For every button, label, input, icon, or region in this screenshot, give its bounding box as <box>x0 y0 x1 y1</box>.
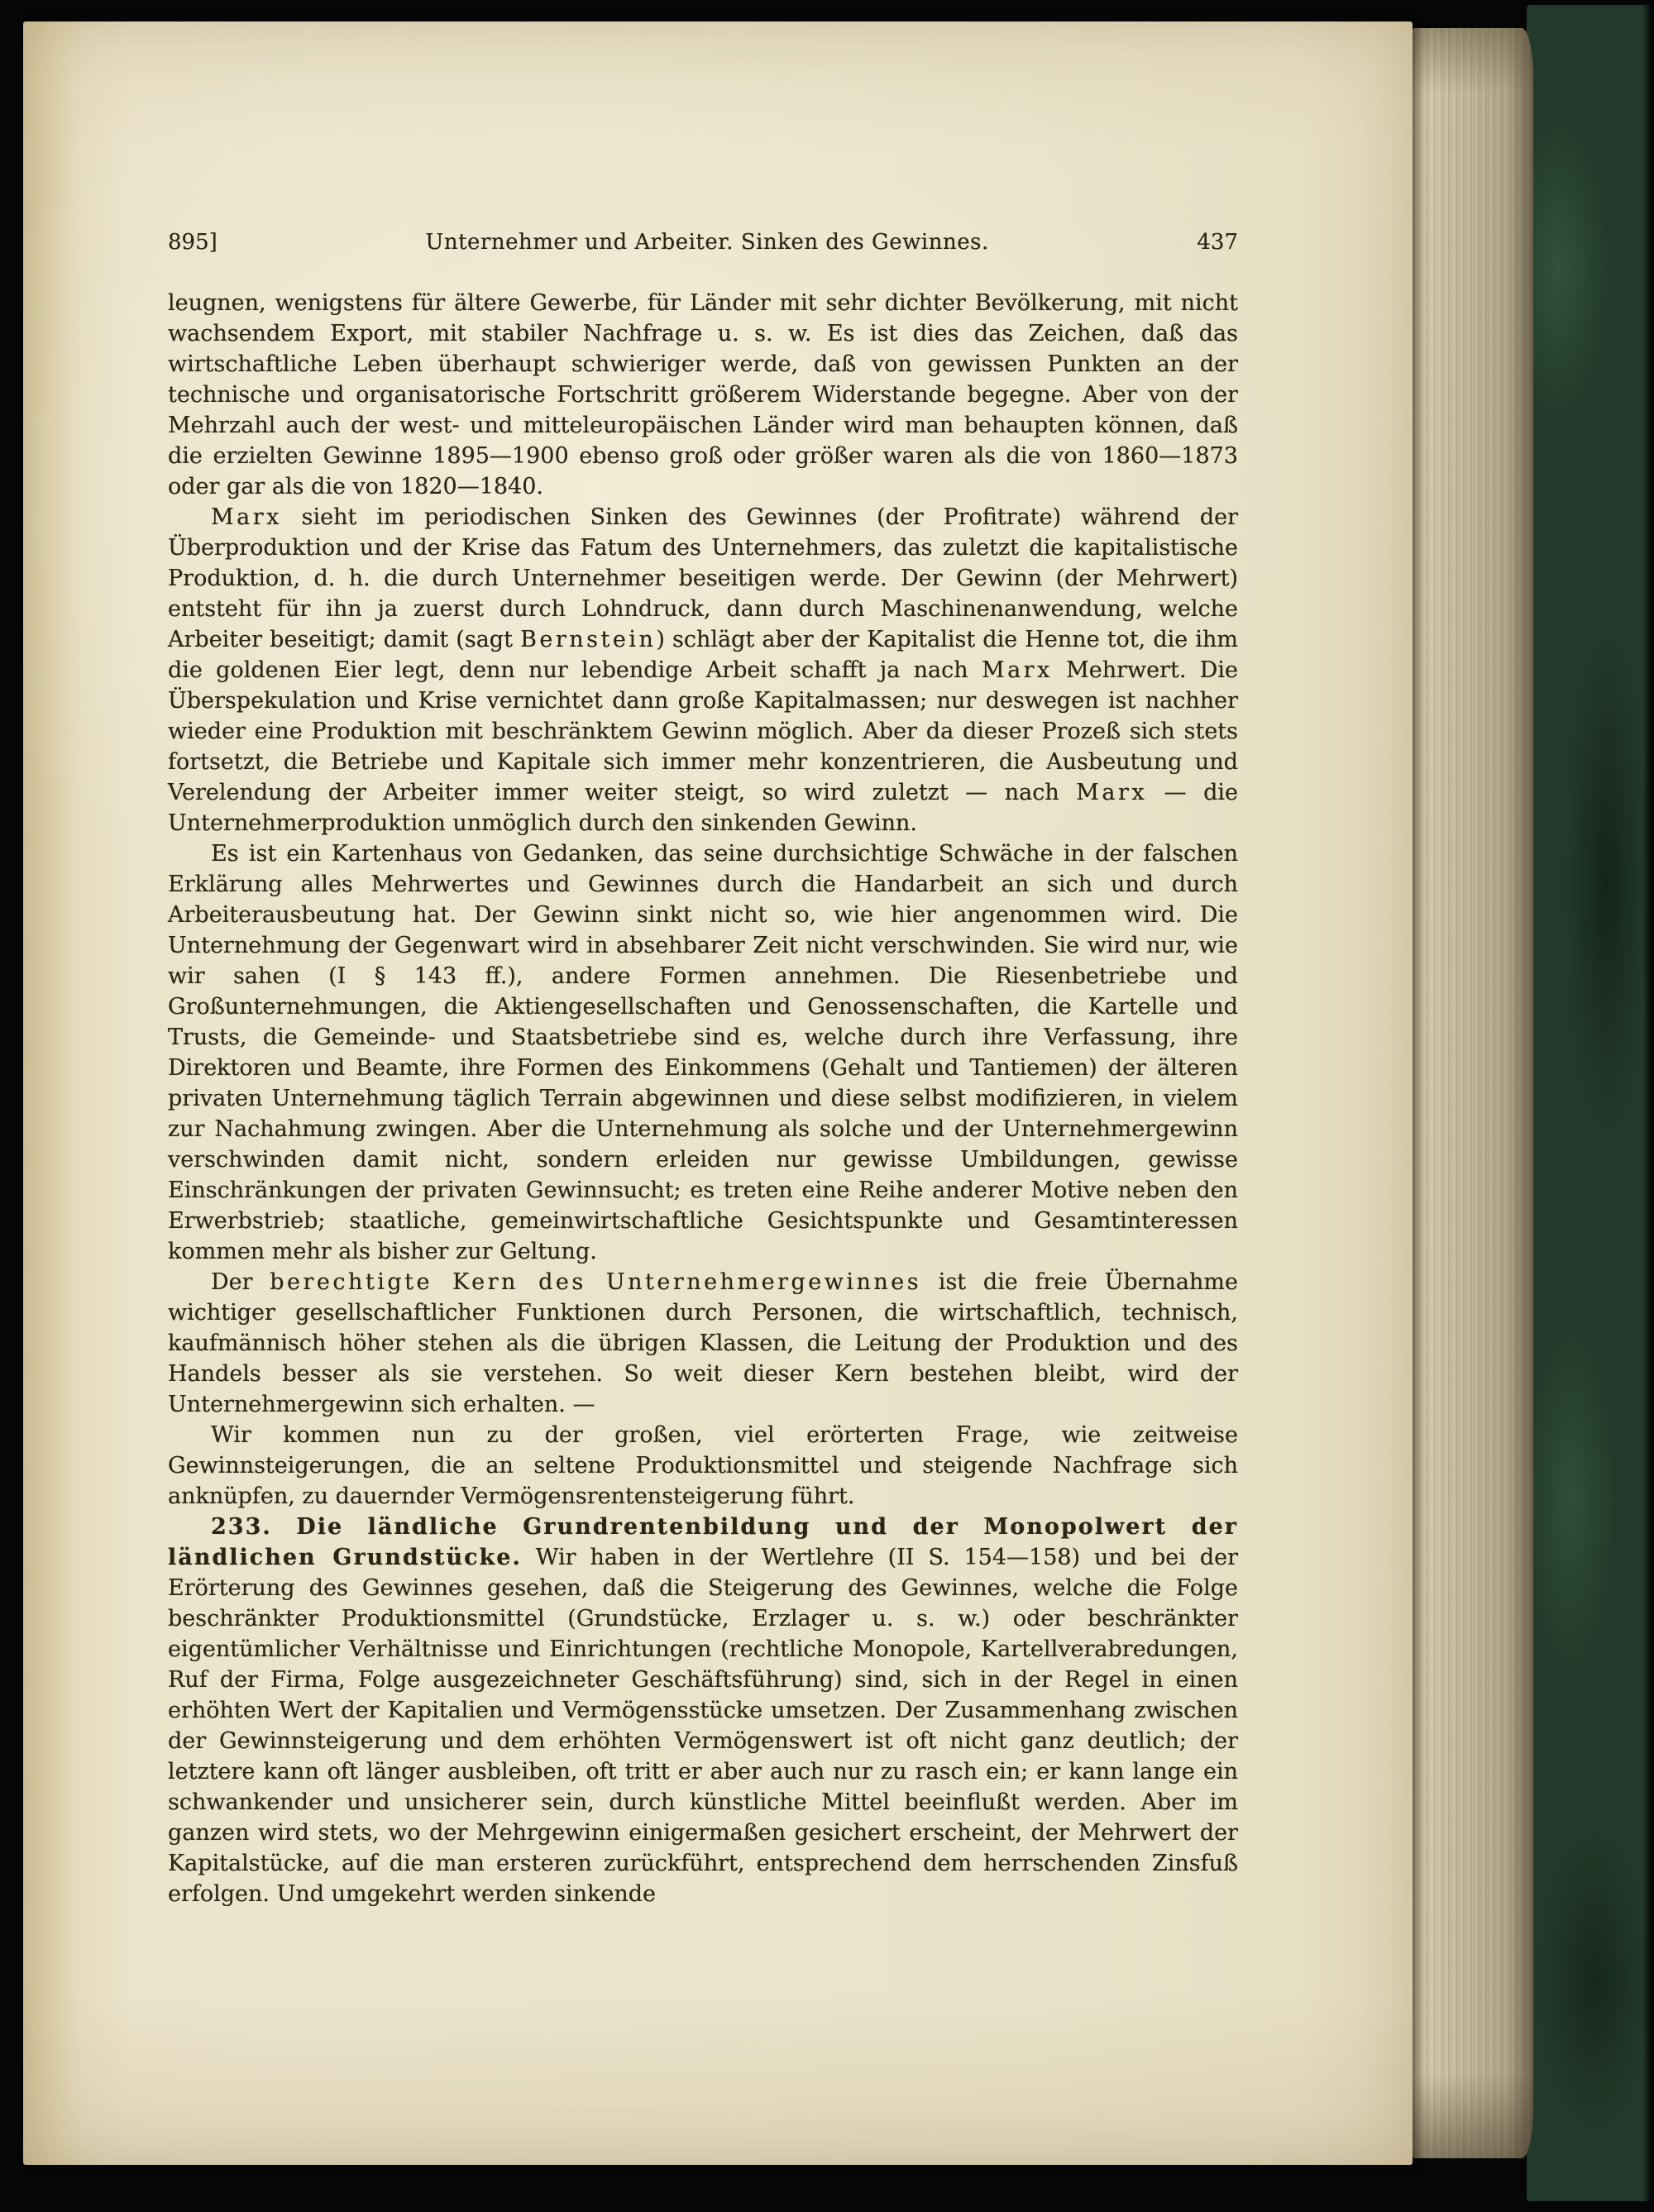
page-number: 437 <box>1197 230 1238 255</box>
paragraph-text: Wir kommen nun zu der großen, viel erörterten Frage, wie zeitweise Gewinnsteigerungen, die an seltene Produktionsmittel und steigende Nachfrage sich anknüpfen, zu dauernder Vermögensrentensteigerung führt. <box>168 1422 1238 1509</box>
page-body <box>168 288 1238 1909</box>
book-fore-edge <box>1408 28 1533 2158</box>
paragraph-text: leugnen, wenigstens für ältere Gewerbe, für Länder mit sehr dichter Bevölkerung, mit nicht wachsendem Export, mit stabiler Nachfrage u. s. w. Es ist dies das Zeichen, daß das wirtschaftliche Leben überhaupt schwieriger werde, daß von gewissen Punkten an der technische und organisatorische Fortschritt größerem Widerstande begegne. Aber von der Mehrzahl auch der west- und mitteleuropäischen Länder wird man behaupten können, daß die erzielten Gewinne 1895—1900 ebenso groß oder größer waren als die von 1860—1873 oder gar als die von 1820—1840. <box>168 290 1238 499</box>
page-content <box>168 230 1238 1909</box>
running-title: Unternehmer und Arbeiter. Sinken des Gewinnes. <box>425 230 989 255</box>
paragraph <box>168 838 1238 1267</box>
paragraph-text: Es ist ein Kartenhaus von Gedanken, das seine durchsichtige Schwäche in der falschen Erklärung alles Mehrwertes und Gewinnes durch die Handarbeit an sich und durch Arbeiterausbeutung hat. Der Gewinn sinkt nicht so, wie hier angenommen wird. Die Unternehmung der Gegenwart wird in absehbarer Zeit nicht verschwinden. Sie wird nur, wie wir sahen (I § 143 ff.), andere Formen annehmen. Die Riesenbetriebe und Großunternehmungen, die Aktiengesellschaften und Genossenschaften, die Kartelle und Trusts, die Gemeinde- und Staatsbetriebe sind es, welche durch ihre Verfassung, ihre Direktoren und Beamte, ihre Formen des Einkommens (Gehalt und Tantiemen) der älteren privaten Unternehmung täglich Terrain abgewinnen und diese selbst modifizieren, in vielem zur Nachahmung zwingen. Aber die Unternehmung als solche und der Unternehmergewinn verschwinden damit nicht, sondern erleiden nur gewisse Umbildungen, gewisse Einschränkungen der privaten Gewinnsucht; es treten eine Reihe anderer Motive neben den Erwerbstrieb; staatliche, gemeinwirtschaftliche Gesichtspunkte und Gesamtinteressen kommen mehr als bisher zur Geltung. <box>168 841 1238 1264</box>
paragraph <box>168 502 1238 838</box>
spaced-name: Marx <box>211 504 282 530</box>
paragraph <box>168 288 1238 502</box>
paragraph-text: Der <box>211 1269 270 1295</box>
spaced-name: Bernstein <box>520 627 657 652</box>
paragraph-text: sieht im periodischen Sinken des Gewinnes (der Profitrate) während der Überproduktion und der Krise das Fatum des Unternehmers, das zuletzt die kapitalistische Produktion, d. h. die durch Unternehmer beseitigen werde. Der Gewinn (der Mehrwert) entsteht für ihn ja zuerst durch Lohndruck, dann durch Maschinenanwendung, welche Arbeiter beseitigt; damit (sagt <box>168 504 1238 652</box>
spaced-emphasis: berechtigte Kern des Unternehmergewinnes <box>270 1269 922 1295</box>
paragraph <box>168 1512 1238 1909</box>
paragraph-text: ) schlägt aber der Kapitalist die Henne tot, die ihm die goldenen Eier legt, denn nur lebendige Arbeit schafft ja nach <box>168 627 1239 683</box>
page-header <box>168 230 1238 255</box>
paragraph-text: ist die freie Übernahme wichtiger gesellschaftlicher Funktionen durch Personen, die wirtschaftlich, technisch, kaufmännisch höher stehen als die übrigen Klassen, die Leitung der Produktion und des Handels besser als sie verstehen. So weit dieser Kern bestehen bleibt, wird der Unternehmergewinn sich erhalten. — <box>168 1269 1238 1417</box>
paragraph <box>168 1420 1238 1512</box>
paragraph-text: Mehrwert. Die Überspekulation und Krise vernichtet dann große Kapitalmassen; nur deswegen ist nachher wieder eine Produktion mit beschränktem Gewinn möglich. Aber da dieser Prozeß sich stets fortsetzt, die Betriebe und Kapitale sich immer mehr konzentrieren, die Ausbeutung und Verelendung der Arbeiter immer weiter steigt, so wird zuletzt — nach <box>168 657 1238 805</box>
spaced-name: Marx <box>981 657 1053 683</box>
book-cover <box>1527 5 1651 2201</box>
spaced-name: Marx <box>1076 780 1148 805</box>
paragraph-text: — die Unternehmerproduktion unmöglich durch den sinkenden Gewinn. <box>168 780 1238 836</box>
book-page <box>23 21 1413 2165</box>
section-heading: 233. Die ländliche Grundrentenbildung und der Monopolwert der ländlichen Grundstücke. <box>168 1514 1238 1570</box>
sheet-signature-marker: 895] <box>168 230 218 255</box>
paragraph-text: Wir haben in der Wertlehre (II S. 154—158) und bei der Erörterung des Gewinnes gesehen, daß die Steigerung des Gewinnes, welche die Folge beschränkter Produktionsmittel (Grundstücke, Erzlager u. s. w.) oder beschränkter eigentümlicher Verhältnisse und Einrichtungen (rechtliche Monopole, Kartellverabredungen, Ruf der Firma, Folge ausgezeichneter Geschäftsführung) sind, sich in der Regel in einen erhöhten Wert der Kapitalien und Vermögensstücke umsetzen. Der Zusammenhang zwischen der Gewinnsteigerung und dem erhöhten Vermögenswert ist oft nicht ganz deutlich; der letztere kann oft länger ausbleiben, oft tritt er aber auch nur zu rasch ein; er kann lange ein schwankender und unsicherer sein, durch künstliche Mittel beeinflußt werden. Aber im ganzen wird stets, wo der Mehrgewinn einigermaßen gesichert erscheint, der Mehrwert der Kapitalstücke, auf die man ersteren zurückführt, entsprechend dem herrschenden Zinsfuß erfolgen. Und umgekehrt werden sinkende <box>168 1545 1238 1907</box>
paragraph <box>168 1267 1238 1420</box>
